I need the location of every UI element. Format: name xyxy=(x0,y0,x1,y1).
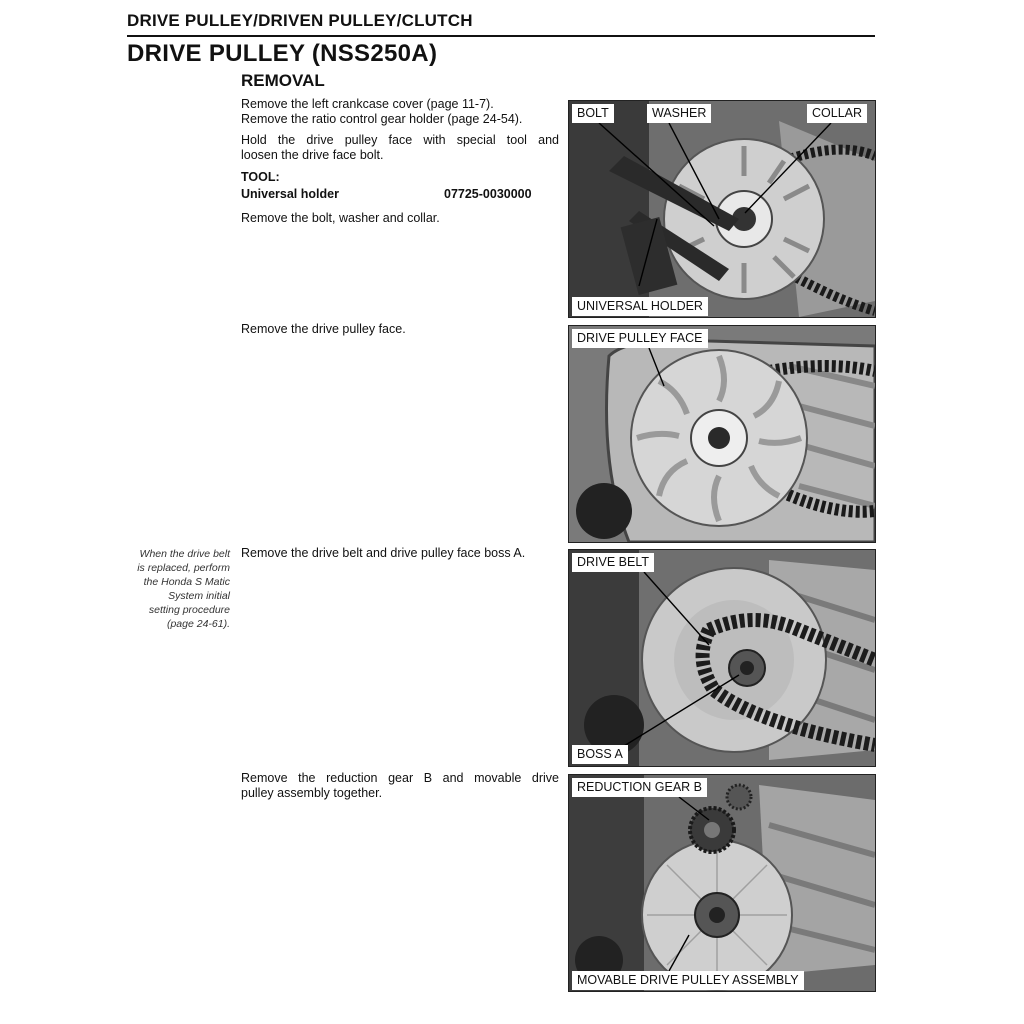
callout-boss-a: BOSS A xyxy=(572,745,628,764)
header-rule xyxy=(127,35,875,37)
step-remove-covers xyxy=(241,97,559,127)
callout-bolt: BOLT xyxy=(572,104,614,123)
tool-number: 07725-0030000 xyxy=(444,187,532,201)
section-heading: REMOVAL xyxy=(241,71,325,90)
side-note xyxy=(112,547,230,631)
side-note-line: setting procedure xyxy=(148,604,230,616)
side-note-line: When the drive belt xyxy=(139,548,230,560)
callout-washer: WASHER xyxy=(647,104,711,123)
photo-drive-pulley-face xyxy=(568,325,876,543)
pulley-face-illustration xyxy=(569,326,875,542)
tool-heading: TOOL: xyxy=(241,170,280,184)
side-note-line: System initial xyxy=(168,590,230,602)
step-remove-belt: Remove the drive belt and drive pulley face boss A. xyxy=(241,546,526,560)
callout-reduction-gear-b: REDUCTION GEAR B xyxy=(572,778,707,797)
step-line: Remove the ratio control gear holder (page 24-54). xyxy=(241,112,523,126)
step-line: pulley assembly together. xyxy=(241,786,383,800)
step-remove-gear xyxy=(241,771,559,801)
side-note-line: the Honda S Matic xyxy=(143,576,230,588)
callout-collar: COLLAR xyxy=(807,104,867,123)
side-note-line: (page 24-61). xyxy=(166,618,230,630)
drive-belt-illustration xyxy=(569,550,875,766)
page-title: DRIVE PULLEY (NSS250A) xyxy=(127,40,438,67)
callout-drive-pulley-face: DRIVE PULLEY FACE xyxy=(572,329,708,348)
tool-name: Universal holder xyxy=(241,187,339,201)
reduction-gear-illustration xyxy=(569,775,875,991)
photo-drive-belt xyxy=(568,549,876,767)
running-header: DRIVE PULLEY/DRIVEN PULLEY/CLUTCH xyxy=(127,11,473,30)
step-remove-face: Remove the drive pulley face. xyxy=(241,322,406,336)
photo-universal-holder xyxy=(568,100,876,318)
step-remove-bolt: Remove the bolt, washer and collar. xyxy=(241,211,440,225)
step-line: Remove the reduction gear B and movable drive xyxy=(241,771,559,785)
pulley-bolt-illustration xyxy=(569,101,875,317)
callout-movable-drive-pulley-assembly: MOVABLE DRIVE PULLEY ASSEMBLY xyxy=(572,971,804,990)
step-line: loosen the drive face bolt. xyxy=(241,148,384,162)
step-line: Remove the left crankcase cover (page 11-7). xyxy=(241,97,494,111)
side-note-line: is replaced, perform xyxy=(137,562,230,574)
callout-drive-belt: DRIVE BELT xyxy=(572,553,654,572)
step-line: Hold the drive pulley face with special tool and xyxy=(241,133,559,147)
photo-reduction-gear xyxy=(568,774,876,992)
callout-universal-holder: UNIVERSAL HOLDER xyxy=(572,297,708,316)
step-hold-pulley xyxy=(241,133,559,163)
